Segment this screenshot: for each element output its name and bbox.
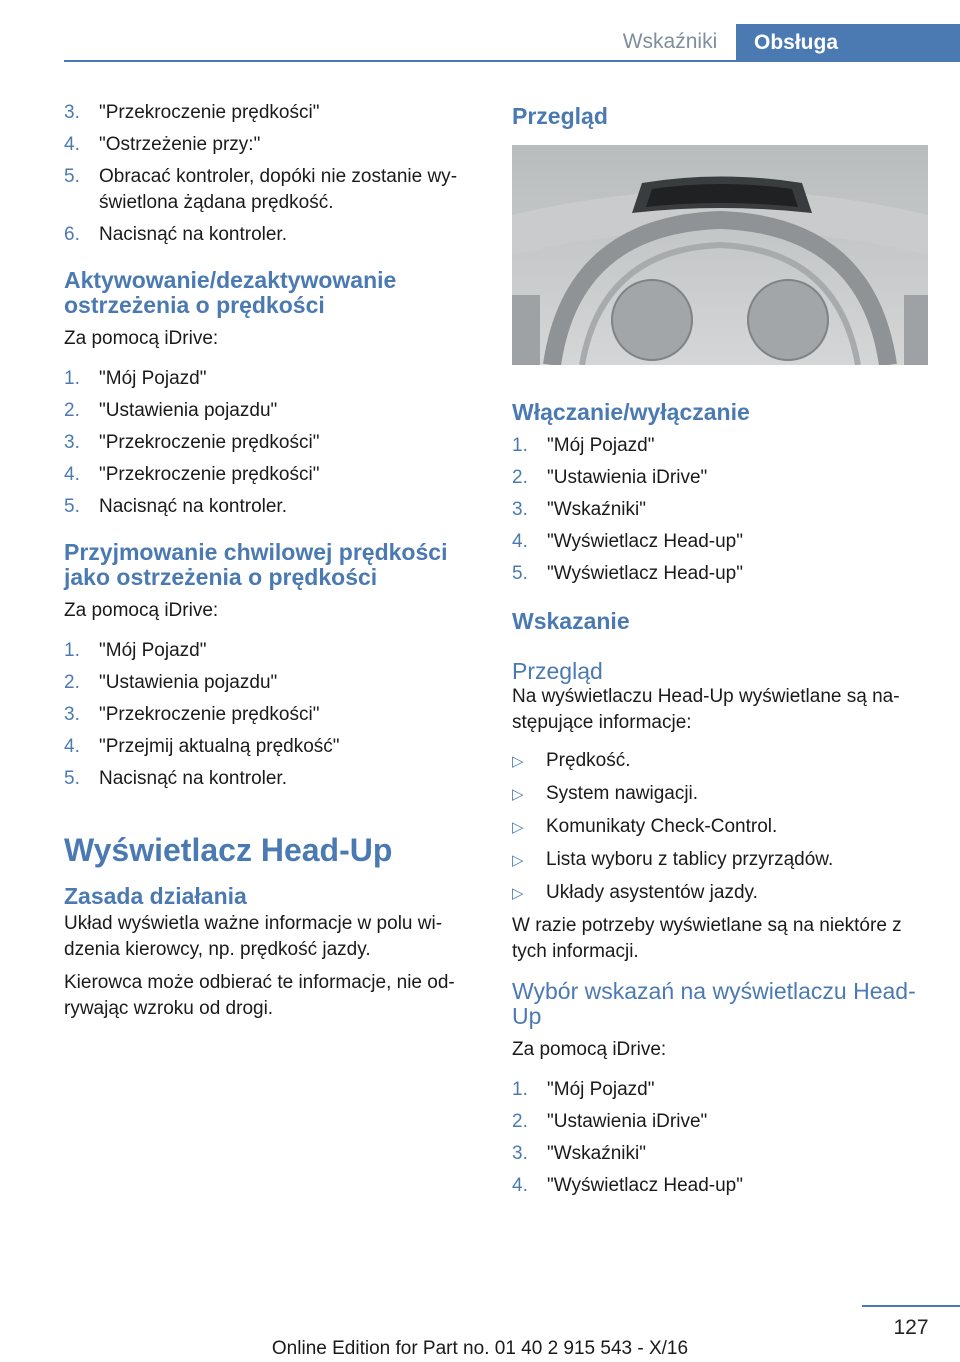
triangle-bullet-icon: ▷ xyxy=(512,786,524,803)
list-item-number: 4. xyxy=(512,531,528,552)
list-item-text: Obracać kontroler, dopóki nie zostanie wyświetlona żądana prędkość. xyxy=(99,166,458,213)
list-item-text: "Mój Pojazd" xyxy=(99,640,207,661)
cockpit-photo xyxy=(512,145,928,365)
idrive-intro-3: Za pomocą iDrive: xyxy=(512,1039,667,1060)
list-item xyxy=(64,398,476,424)
list-item xyxy=(64,430,476,456)
bullet-text: Układy asystentów jazdy. xyxy=(546,882,758,903)
footer-rule xyxy=(862,1305,960,1307)
bullet-item xyxy=(512,781,932,808)
list-item-number: 3. xyxy=(64,432,80,453)
list-item xyxy=(512,433,932,459)
list-item xyxy=(512,529,932,555)
list-item-text: "Przekroczenie prędkości" xyxy=(99,102,320,123)
header-tab-indicators[interactable]: Wskaźniki xyxy=(604,24,736,60)
heading-head-up-display: Wyświetlacz Head-Up xyxy=(64,832,393,868)
idrive-intro-2: Za pomocą iDrive: xyxy=(64,600,219,621)
list-item-number: 3. xyxy=(64,704,80,725)
list-item-number: 2. xyxy=(512,1111,528,1132)
list-item-number: 2. xyxy=(64,400,80,421)
steps-list-c xyxy=(64,638,476,792)
header-tab-operation[interactable]: Obsługa xyxy=(736,24,960,62)
list-item-text: "Wyświetlacz Head-up" xyxy=(547,531,743,552)
list-item xyxy=(512,561,932,587)
heading-on-off: Włączanie/wyłączanie xyxy=(512,399,750,425)
list-item xyxy=(64,164,476,216)
heading-accept-speed: Przyjmowanie chwilowej prędkości jako ostrzeżenia o prędkości xyxy=(64,539,448,590)
heading-overview: Przegląd xyxy=(512,103,608,129)
list-item-text: Nacisnąć na kontroler. xyxy=(99,224,287,245)
list-item-text: "Ustawienia pojazdu" xyxy=(99,400,278,421)
page-number: 127 xyxy=(893,1316,929,1339)
bullet-text: Komunikaty Check-Control. xyxy=(546,816,778,837)
list-item-text: "Ustawienia pojazdu" xyxy=(99,672,278,693)
list-item-number: 4. xyxy=(64,464,80,485)
list-item xyxy=(64,638,476,664)
triangle-bullet-icon: ▷ xyxy=(512,819,524,836)
hud-info-bullets xyxy=(512,748,932,907)
list-item xyxy=(64,462,476,488)
list-item xyxy=(64,366,476,392)
list-item-number: 4. xyxy=(512,1175,528,1196)
list-item xyxy=(64,702,476,728)
steps-list-a xyxy=(64,100,476,248)
list-item-number: 3. xyxy=(512,499,528,520)
list-item-text: "Wyświetlacz Head-up" xyxy=(547,563,743,584)
triangle-bullet-icon: ▷ xyxy=(512,852,524,869)
steps-list-d xyxy=(512,433,932,587)
list-item-number: 1. xyxy=(64,368,80,389)
list-item-number: 3. xyxy=(64,102,80,123)
list-item-number: 1. xyxy=(512,1079,528,1100)
list-item-text: Nacisnąć na kontroler. xyxy=(99,768,287,789)
list-item-text: "Mój Pojazd" xyxy=(547,1079,655,1100)
list-item xyxy=(64,100,476,126)
list-item-number: 3. xyxy=(512,1143,528,1164)
list-item-text: "Mój Pojazd" xyxy=(547,435,655,456)
list-item-text: "Wyświetlacz Head-up" xyxy=(547,1175,743,1196)
list-item-number: 5. xyxy=(64,166,80,187)
paragraph-some-info: W razie potrzeby wyświetlane są na niektóre z tych informacji. xyxy=(512,915,902,962)
paragraph-hud-info: Na wyświetlaczu Head-Up wyświetlane są następujące informacje: xyxy=(512,686,900,733)
list-item-number: 2. xyxy=(64,672,80,693)
heading-display: Wskazanie xyxy=(512,608,630,634)
list-item-text: "Ustawienia iDrive" xyxy=(547,467,708,488)
list-item-text: "Wskaźniki" xyxy=(547,499,646,520)
heading-activate-warning: Aktywowanie/dezaktywowanie ostrzeżenia o prędkości xyxy=(64,267,397,318)
triangle-bullet-icon: ▷ xyxy=(512,885,524,902)
list-item xyxy=(512,1109,932,1135)
list-item xyxy=(512,465,932,491)
list-item xyxy=(64,670,476,696)
list-item-text: "Przekroczenie prędkości" xyxy=(99,704,320,725)
list-item-number: 5. xyxy=(64,768,80,789)
edition-footer: Online Edition for Part no. 01 40 2 915 543 - X/16 xyxy=(271,1338,689,1359)
list-item-number: 1. xyxy=(64,640,80,661)
list-item xyxy=(64,222,476,248)
bullet-item xyxy=(512,814,932,841)
list-item-number: 4. xyxy=(64,736,80,757)
list-item xyxy=(512,1141,932,1167)
list-item xyxy=(64,132,476,158)
list-item-text: "Mój Pojazd" xyxy=(99,368,207,389)
idrive-intro-1: Za pomocą iDrive: xyxy=(64,328,219,349)
list-item-number: 5. xyxy=(512,563,528,584)
list-item-number: 6. xyxy=(64,224,80,245)
list-item xyxy=(512,1173,932,1199)
paragraph-principle-2: Kierowca może odbierać te informacje, nie odrywając wzroku od drogi. xyxy=(64,972,455,1019)
bullet-text: Prędkość. xyxy=(546,750,631,771)
list-item-text: Nacisnąć na kontroler. xyxy=(99,496,287,517)
list-item-number: 2. xyxy=(512,467,528,488)
list-item xyxy=(512,1077,932,1103)
list-item-text: "Ostrzeżenie przy:" xyxy=(99,134,261,155)
heading-principle: Zasada działania xyxy=(64,883,247,909)
paragraph-principle-1: Układ wyświetla ważne informacje w polu widzenia kierowcy, np. prędkość jazdy. xyxy=(64,913,443,960)
bullet-text: Lista wyboru z tablicy przyrządów. xyxy=(546,849,834,870)
heading-overview-2: Przegląd xyxy=(512,658,603,684)
list-item-text: "Przejmij aktualną prędkość" xyxy=(99,736,340,757)
triangle-bullet-icon: ▷ xyxy=(512,753,524,770)
bullet-item xyxy=(512,748,932,775)
heading-select-display: Wybór wskazań na wyświetlaczu Head-Up xyxy=(512,978,916,1029)
list-item-text: "Wskaźniki" xyxy=(547,1143,646,1164)
bullet-item xyxy=(512,847,932,874)
list-item-number: 4. xyxy=(64,134,80,155)
left-column xyxy=(64,100,476,1022)
list-item xyxy=(64,734,476,760)
list-item-number: 5. xyxy=(64,496,80,517)
list-item xyxy=(64,766,476,792)
bullet-text: System nawigacji. xyxy=(546,783,699,804)
list-item-text: "Przekroczenie prędkości" xyxy=(99,432,320,453)
right-column xyxy=(512,100,932,1205)
steps-list-b xyxy=(64,366,476,520)
steps-list-e xyxy=(512,1077,932,1199)
list-item-text: "Przekroczenie prędkości" xyxy=(99,464,320,485)
list-item-number: 1. xyxy=(512,435,528,456)
bullet-item xyxy=(512,880,932,907)
list-item-text: "Ustawienia iDrive" xyxy=(547,1111,708,1132)
list-item xyxy=(64,494,476,520)
list-item xyxy=(512,497,932,523)
